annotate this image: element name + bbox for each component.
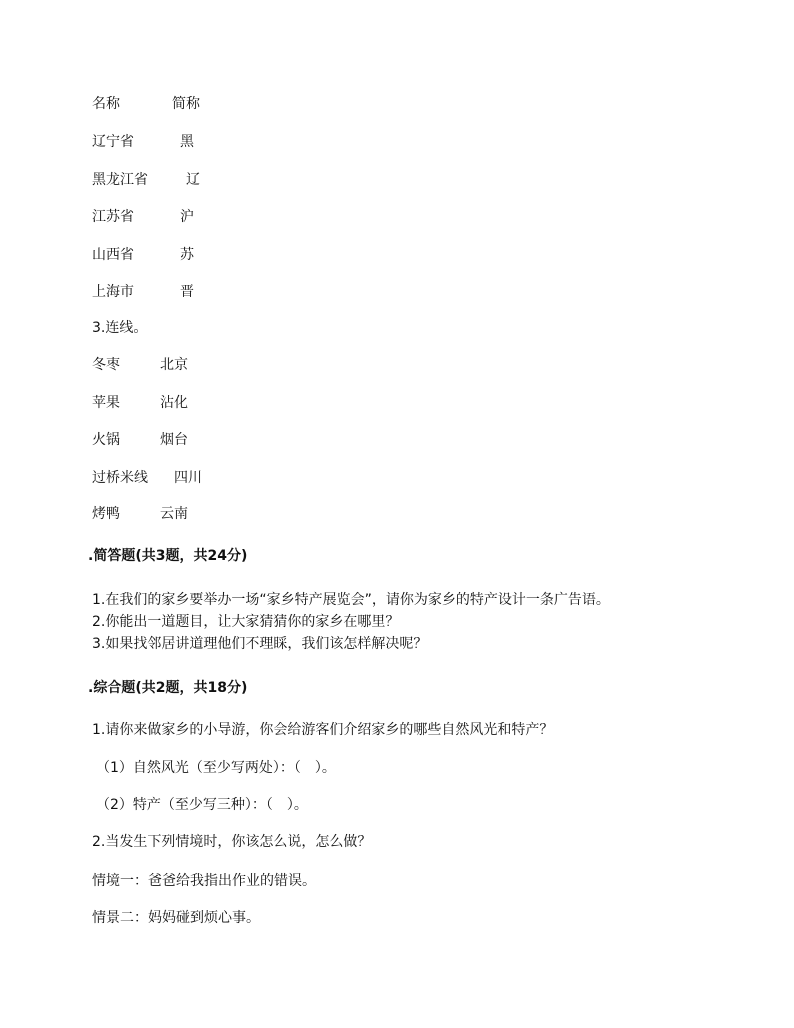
table2-row5-right: 云南 [160,506,188,522]
table1-row3-right: 沪 [180,209,194,225]
table1-header-left: 名称 [92,96,120,112]
table2-row5-left: 烤鸭 [92,506,120,522]
table1-row2-right: 辽 [186,172,200,188]
table2-row2-right: 沾化 [160,395,188,411]
comprehensive-q1-sub1: （1）自然风光（至少写两处）：（ ）。 [96,760,336,776]
scene-2: 情景二：妈妈碰到烦心事。 [92,910,260,926]
table2-row3-right: 烟台 [160,432,188,448]
table1-row5-left: 上海市 [92,284,134,300]
table1-row3-left: 江苏省 [92,209,134,225]
comprehensive-question-1: 1.请你来做家乡的小导游，你会给游客们介绍家乡的哪些自然风光和特产？ [92,722,554,738]
table2-row2-left: 苹果 [92,395,120,411]
table1-row4-right: 苏 [180,247,194,263]
table2-row3-left: 火锅 [92,432,120,448]
table2-row1-left: 冬枣 [92,357,120,373]
comprehensive-q1-sub2: （2）特产（至少写三种）：（ ）。 [96,797,308,813]
comprehensive-question-2: 2.当发生下列情境时，你该怎么说，怎么做？ [92,834,372,850]
short-answer-item-1: 1.在我们的家乡要举办一场“家乡特产展览会”，请你为家乡的特产设计一条广告语。 [92,592,610,608]
scene-1: 情境一：爸爸给我指出作业的错误。 [92,873,316,889]
section-short-answer-title: .简答题(共3题，共24分) [88,548,248,564]
table2-row4-left: 过桥米线 [92,470,148,486]
question-3-title: 3.连线。 [92,320,148,336]
table1-row5-right: 晋 [180,284,194,300]
table1-header-right: 简称 [172,96,200,112]
table1-row2-left: 黑龙江省 [92,172,148,188]
table1-row4-left: 山西省 [92,247,134,263]
short-answer-item-2: 2.你能出一道题目，让大家猜猜你的家乡在哪里？ [92,614,400,630]
table1-row1-right: 黑 [180,134,194,150]
table2-row1-right: 北京 [160,357,188,373]
table2-row4-right: 四川 [174,470,202,486]
table1-row1-left: 辽宁省 [92,134,134,150]
short-answer-item-3: 3.如果找邻居讲道理他们不理睬，我们该怎样解决呢？ [92,636,428,652]
section-comprehensive-title: .综合题(共2题，共18分) [88,680,248,696]
